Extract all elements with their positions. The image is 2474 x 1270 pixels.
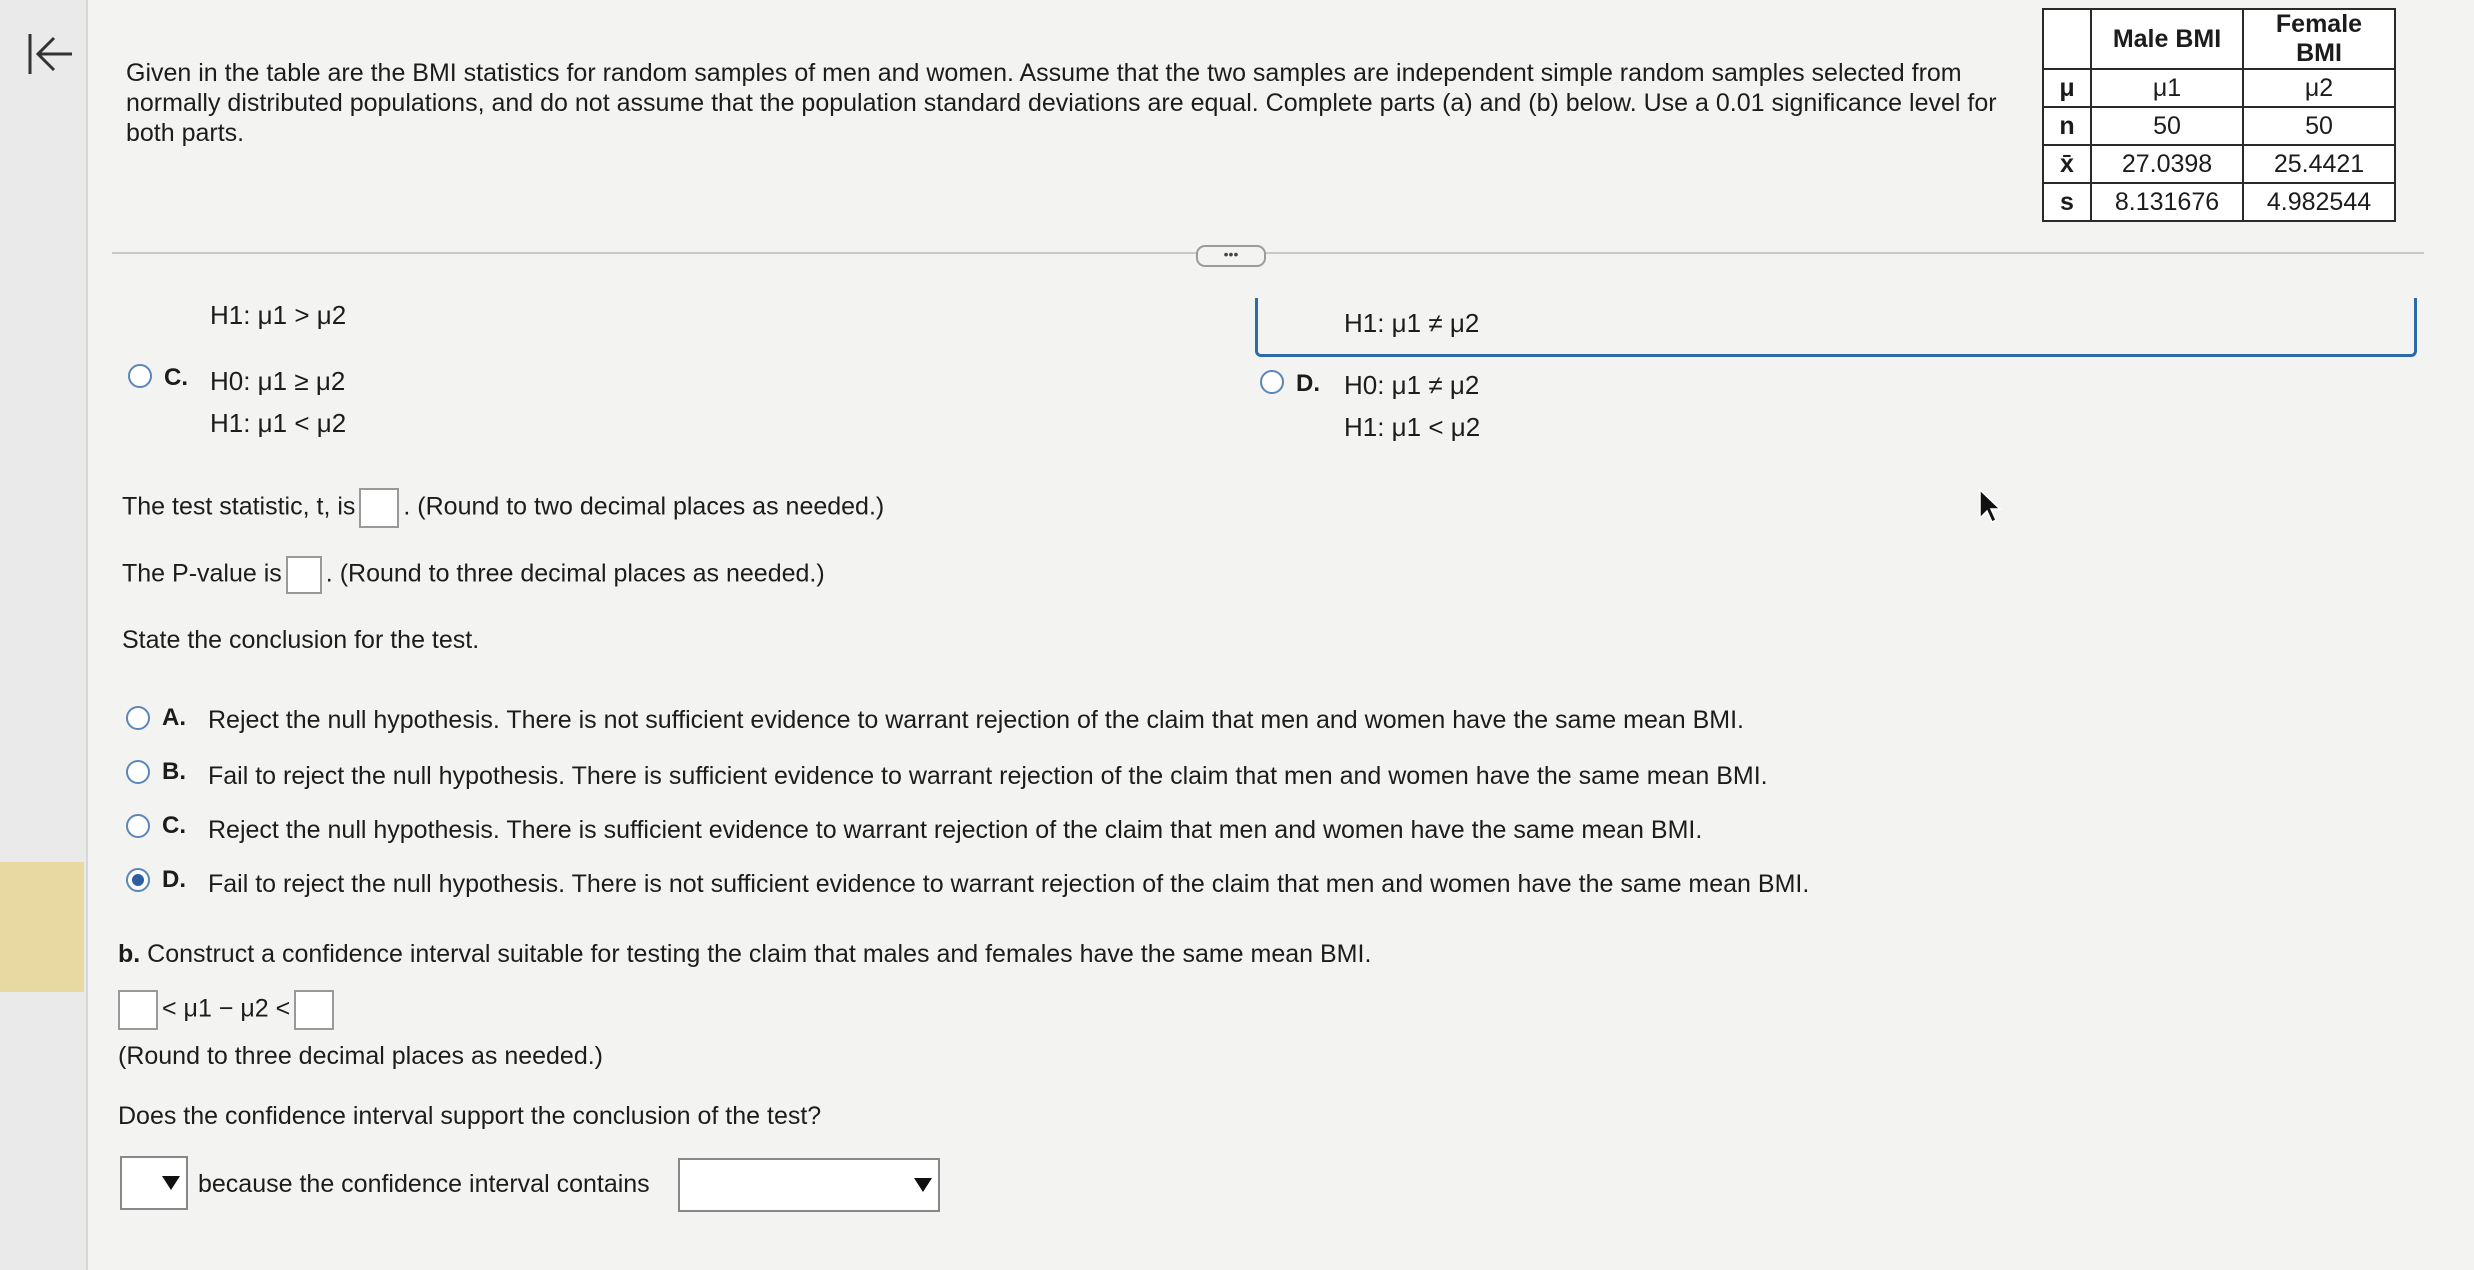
hypothesis-b-h1: H1: μ1 > μ2 bbox=[210, 300, 347, 330]
mouse-pointer-icon bbox=[1978, 488, 2002, 524]
highlight-tab bbox=[0, 862, 84, 992]
p-value-prefix: The P-value is bbox=[122, 559, 282, 588]
test-statistic-prefix: The test statistic, t, is bbox=[122, 492, 356, 521]
cell-female: 50 bbox=[2243, 107, 2395, 145]
table-row bbox=[2043, 183, 2395, 221]
hypothesis-b-h1-right: H1: μ1 ≠ μ2 bbox=[1344, 308, 1480, 338]
conclusion-a-letter: A. bbox=[162, 704, 186, 731]
problem-prompt: Given in the table are the BMI statistics for random samples of men and women. Assume that the two samples are independent simple random samples selected from normally distributed populations, and do not assume that the population standard deviations are equal. Complete parts (a) and (b) below. Use a 0.01 significance level for both parts. bbox=[126, 59, 1997, 147]
conclusion-d-letter: D. bbox=[162, 866, 186, 893]
cell-male: μ1 bbox=[2091, 69, 2243, 107]
option-c-h1: H1: μ1 < μ2 bbox=[210, 408, 347, 438]
option-c-letter: C. bbox=[164, 364, 188, 391]
ci-lower-input[interactable] bbox=[118, 990, 158, 1030]
row-label: s bbox=[2043, 183, 2091, 221]
radio-option-c[interactable] bbox=[128, 364, 152, 388]
conclusion-c-text: Reject the null hypothesis. There is sufficient evidence to warrant rejection of the claim that men and women have the same mean BMI. bbox=[208, 816, 1703, 844]
test-statistic-line bbox=[122, 488, 884, 528]
test-statistic-input[interactable] bbox=[359, 488, 399, 528]
row-label: μ bbox=[2043, 69, 2091, 107]
part-b-prompt-line bbox=[118, 940, 1371, 969]
row-label: n bbox=[2043, 107, 2091, 145]
table-corner bbox=[2043, 9, 2091, 69]
p-value-line bbox=[122, 556, 825, 594]
cell-male: 27.0398 bbox=[2091, 145, 2243, 183]
bmi-stats-table bbox=[2042, 8, 2396, 222]
left-rail bbox=[0, 0, 88, 1270]
interval-contains-dropdown[interactable] bbox=[678, 1158, 940, 1212]
p-value-suffix: . (Round to three decimal places as needed.) bbox=[325, 559, 825, 588]
header-male-bmi: Male BMI bbox=[2091, 9, 2243, 69]
conclusion-d-text: Fail to reject the null hypothesis. There is not sufficient evidence to warrant rejection of the claim that men and women have the same mean BMI. bbox=[208, 870, 1810, 898]
ci-round-note: (Round to three decimal places as needed.) bbox=[118, 1042, 604, 1070]
table-row bbox=[2043, 145, 2395, 183]
ci-upper-input[interactable] bbox=[294, 990, 334, 1030]
option-d-h0: H0: μ1 ≠ μ2 bbox=[1344, 370, 1480, 400]
p-value-input[interactable] bbox=[286, 556, 322, 594]
cell-male: 8.131676 bbox=[2091, 183, 2243, 221]
chevron-down-icon bbox=[914, 1178, 932, 1192]
ci-middle: < μ1 − μ2 < bbox=[162, 994, 291, 1023]
option-d-letter: D. bbox=[1296, 370, 1320, 397]
part-b-label: b. bbox=[118, 940, 141, 968]
because-text: because the confidence interval contains bbox=[198, 1170, 650, 1198]
conclusion-c-letter: C. bbox=[162, 812, 186, 839]
radio-conclusion-d[interactable] bbox=[126, 868, 150, 892]
table-row bbox=[2043, 107, 2395, 145]
ci-support-question: Does the confidence interval support the conclusion of the test? bbox=[118, 1102, 822, 1130]
cell-male: 50 bbox=[2091, 107, 2243, 145]
header-female-bmi: Female BMI bbox=[2243, 9, 2395, 69]
back-button[interactable] bbox=[24, 28, 76, 80]
radio-conclusion-b[interactable] bbox=[126, 760, 150, 784]
row-label: x̄ bbox=[2043, 145, 2091, 183]
option-d-h1: H1: μ1 < μ2 bbox=[1344, 412, 1481, 442]
conclusion-b-letter: B. bbox=[162, 758, 186, 785]
conclusion-b-text: Fail to reject the null hypothesis. There is sufficient evidence to warrant rejection of the claim that men and women have the same mean BMI. bbox=[208, 762, 1768, 790]
chevron-down-icon bbox=[162, 1176, 180, 1190]
part-b-prompt: Construct a confidence interval suitable for testing the claim that males and females have the same mean BMI. bbox=[147, 940, 1372, 968]
table-header-row bbox=[2043, 9, 2395, 69]
expand-more-button[interactable]: ••• bbox=[1196, 245, 1266, 267]
cell-female: 4.982544 bbox=[2243, 183, 2395, 221]
section-divider bbox=[112, 252, 2424, 254]
confidence-interval-line bbox=[118, 990, 338, 1030]
radio-conclusion-a[interactable] bbox=[126, 706, 150, 730]
radio-option-d[interactable] bbox=[1260, 370, 1284, 394]
cell-female: 25.4421 bbox=[2243, 145, 2395, 183]
option-c-h0: H0: μ1 ≥ μ2 bbox=[210, 366, 346, 396]
conclusion-a-text: Reject the null hypothesis. There is not sufficient evidence to warrant rejection of the claim that men and women have the same mean BMI. bbox=[208, 706, 1744, 734]
radio-conclusion-c[interactable] bbox=[126, 814, 150, 838]
cell-female: μ2 bbox=[2243, 69, 2395, 107]
conclusion-prompt: State the conclusion for the test. bbox=[122, 626, 480, 654]
support-dropdown[interactable] bbox=[120, 1156, 188, 1210]
table-row bbox=[2043, 69, 2395, 107]
arrow-left-to-bar-icon bbox=[24, 28, 76, 80]
test-statistic-suffix: . (Round to two decimal places as needed.) bbox=[403, 492, 885, 521]
